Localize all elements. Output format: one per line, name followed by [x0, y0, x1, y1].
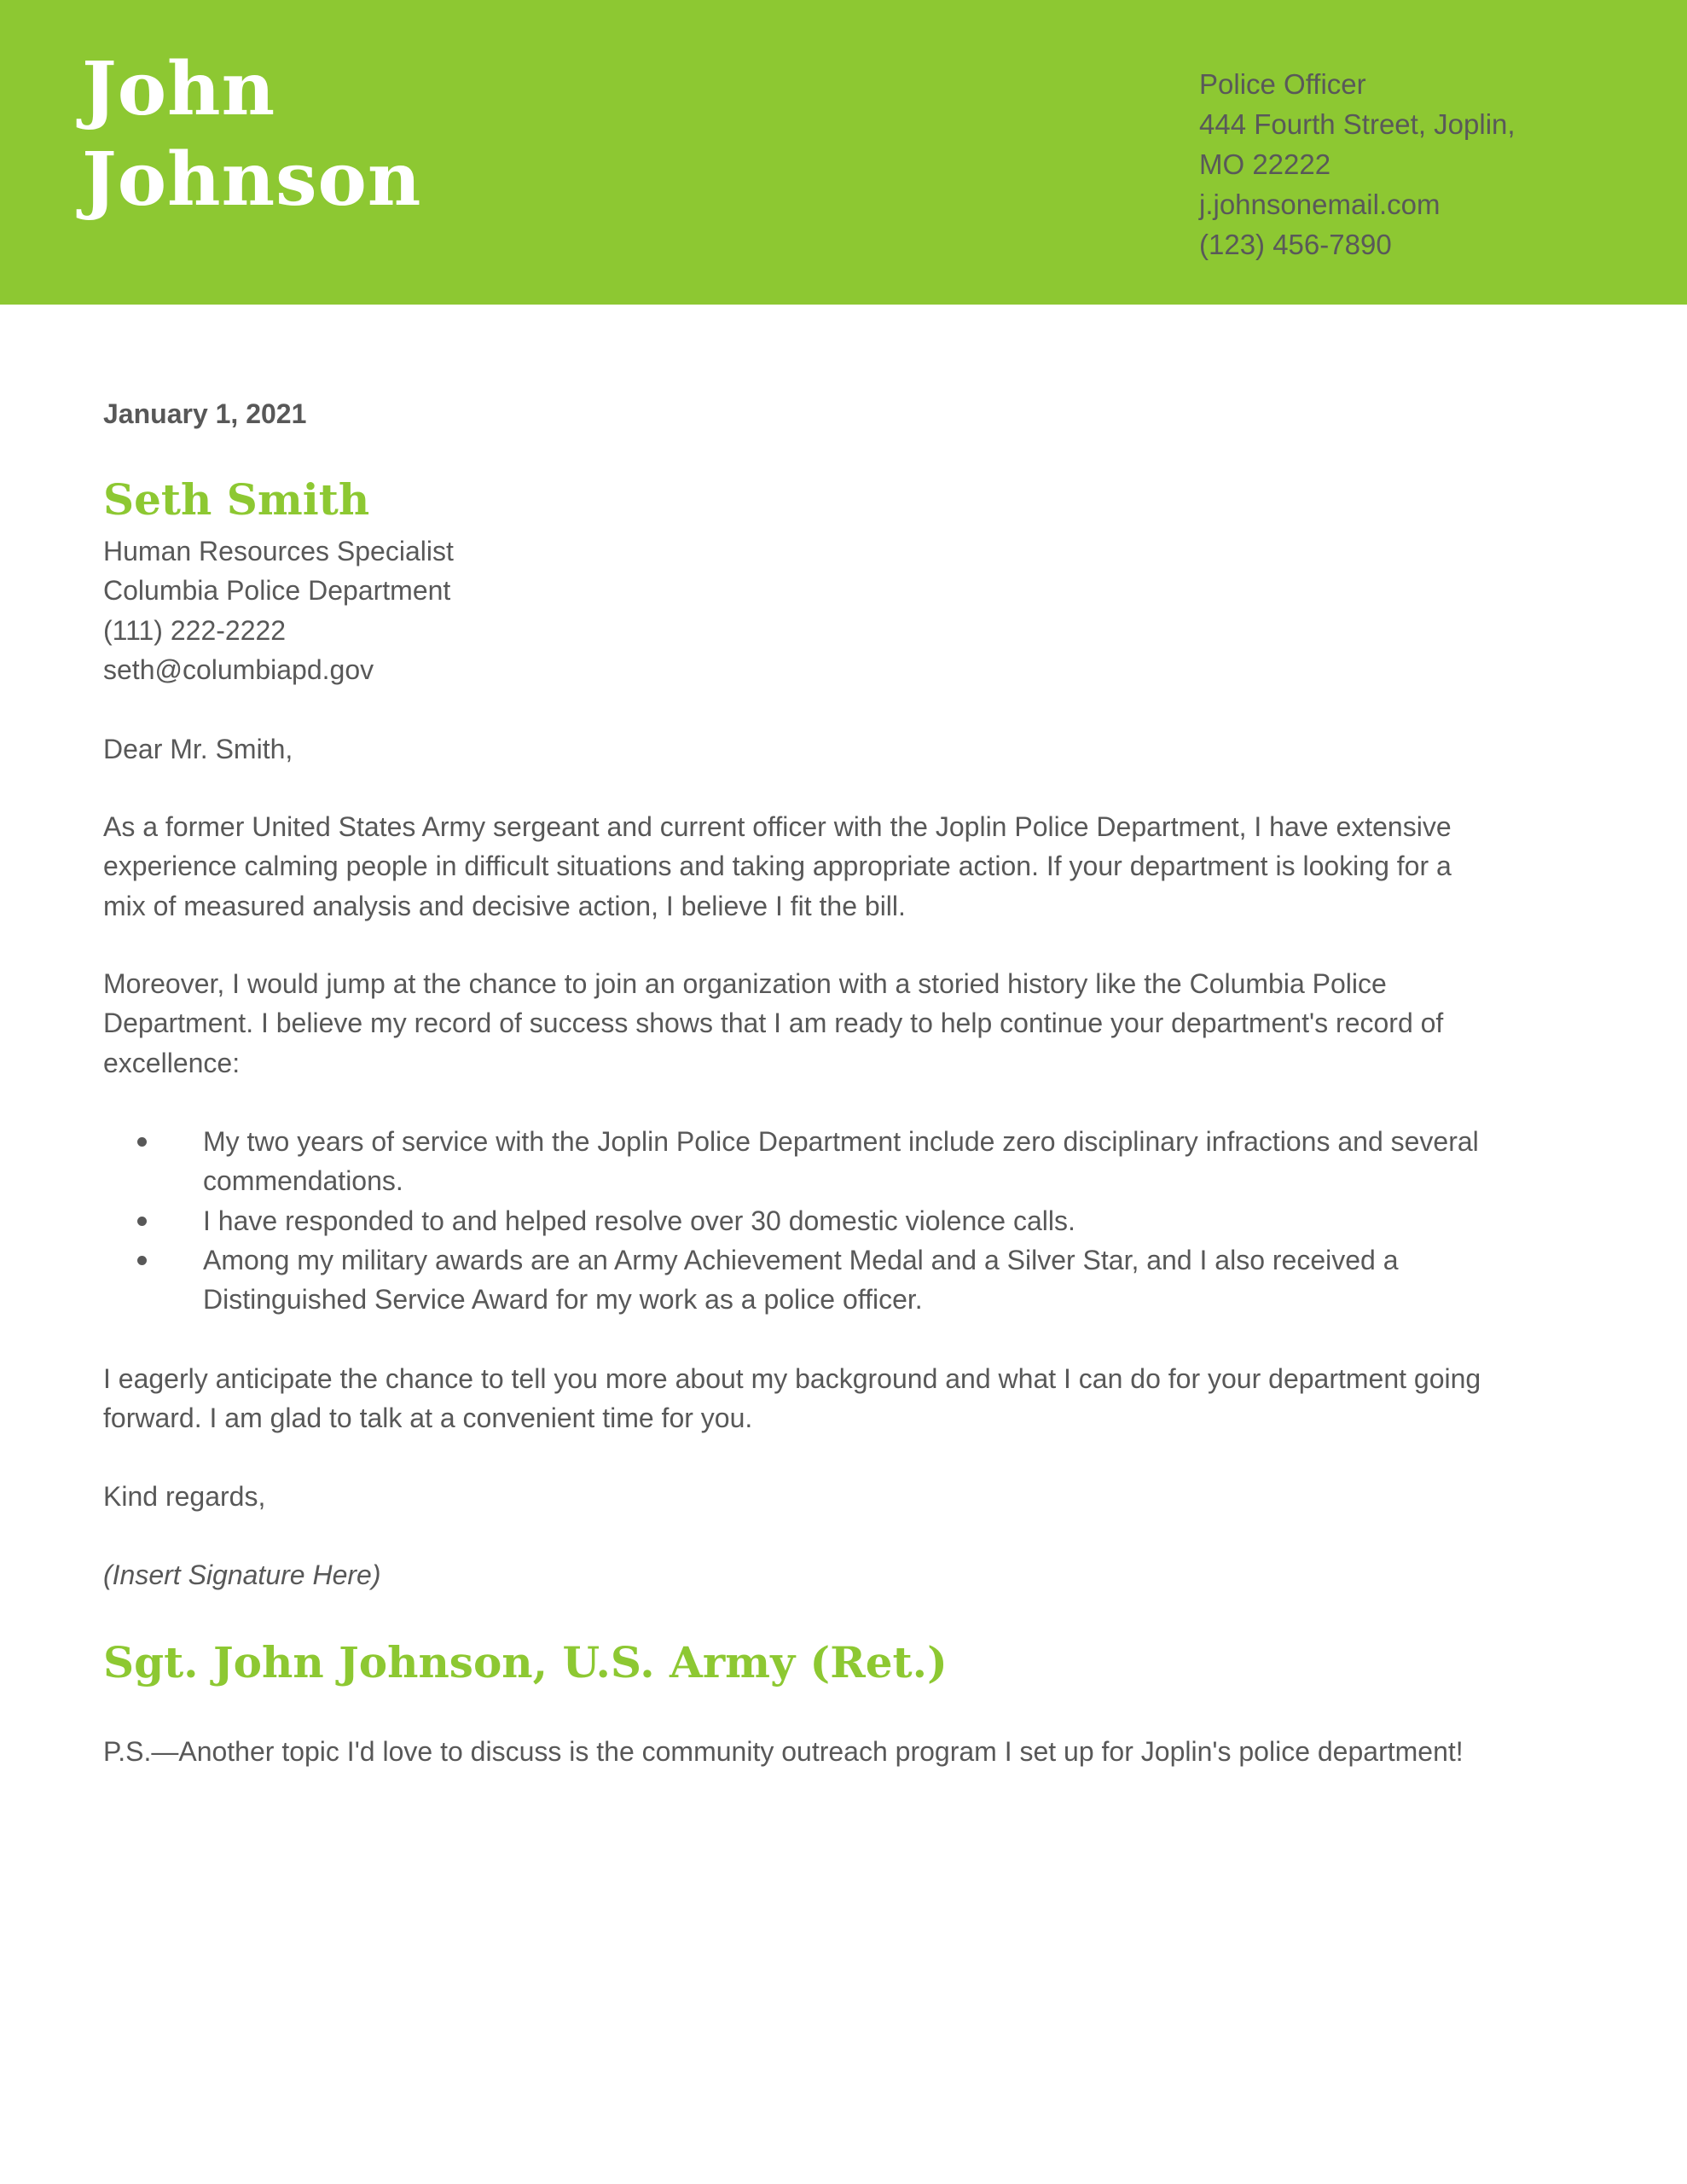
list-item-line: commendations. [203, 1165, 403, 1197]
recipient-phone: (111) 222-2222 [103, 614, 287, 646]
list-item-line: Distinguished Service Award for my work as a police officer. [203, 1284, 923, 1316]
paragraph-3 [103, 1359, 1481, 1438]
list-item [103, 1122, 1479, 1201]
signature-placeholder: (Insert Signature Here) [103, 1560, 381, 1590]
header-banner [0, 0, 1687, 305]
recipient-email: seth@columbiapd.gov [103, 653, 374, 685]
list-item [103, 1240, 1479, 1320]
salutation: Dear Mr. Smith, [103, 734, 293, 764]
address-line-2: MO 22222 [1199, 148, 1331, 180]
paragraph-line: mix of measured analysis and decisive action, I believe I fit the bill. [103, 890, 906, 921]
list-item-line: I have responded to and helped resolve over 30 domestic violence calls. [203, 1205, 1075, 1236]
recipient-details [103, 531, 454, 689]
address-line-1: 444 Fourth Street, Joplin, [1199, 108, 1516, 140]
list-item-line: Among my military awards are an Army Achievement Medal and a Silver Star, and I also received a [203, 1244, 1399, 1275]
contact-info [1199, 64, 1516, 264]
recipient-organization: Columbia Police Department [103, 575, 451, 607]
postscript: P.S.—Another topic I'd love to discuss is the community outreach program I set up for Joplin's police department! [103, 1736, 1464, 1767]
recipient-name: Seth Smith [103, 474, 370, 525]
achievements-list [103, 1122, 1479, 1319]
paragraph-line: As a former United States Army sergeant and current officer with the Joplin Police Department, I have extensive [103, 811, 1452, 842]
list-item [103, 1201, 1479, 1240]
paragraph-line: I eagerly anticipate the chance to tell you more about my background and what I can do for your department going [103, 1363, 1481, 1394]
job-title: Police Officer [1199, 68, 1366, 100]
bullet-icon [137, 1217, 147, 1226]
paragraph-line: Moreover, I would jump at the chance to join an organization with a storied history like the Columbia Police [103, 968, 1387, 999]
phone: (123) 456-7890 [1199, 229, 1392, 260]
sender-signoff-name: Sgt. John Johnson, U.S. Army (Ret.) [103, 1637, 948, 1687]
paragraph-line: forward. I am glad to talk at a convenient time for you. [103, 1403, 753, 1434]
recipient-title: Human Resources Specialist [103, 536, 454, 566]
closing: Kind regards, [103, 1481, 266, 1512]
paragraph-2 [103, 964, 1443, 1083]
email: j.johnsonemail.com [1199, 189, 1441, 220]
paragraph-1 [103, 807, 1452, 926]
paragraph-line: excellence: [103, 1047, 241, 1078]
first-name: John [82, 46, 276, 132]
sender-name-heading [82, 44, 421, 225]
last-name: Johnson [82, 136, 422, 223]
paragraph-line: experience calming people in difficult situations and taking appropriate action. If your department is looking for a [103, 851, 1452, 882]
bullet-icon [137, 1137, 147, 1147]
letter-date: January 1, 2021 [103, 398, 307, 429]
bullet-icon [137, 1256, 147, 1265]
list-item-line: My two years of service with the Joplin Police Department include zero disciplinary infractions and several [203, 1126, 1479, 1157]
paragraph-line: Department. I believe my record of success shows that I am ready to help continue your department's record of [103, 1008, 1444, 1039]
